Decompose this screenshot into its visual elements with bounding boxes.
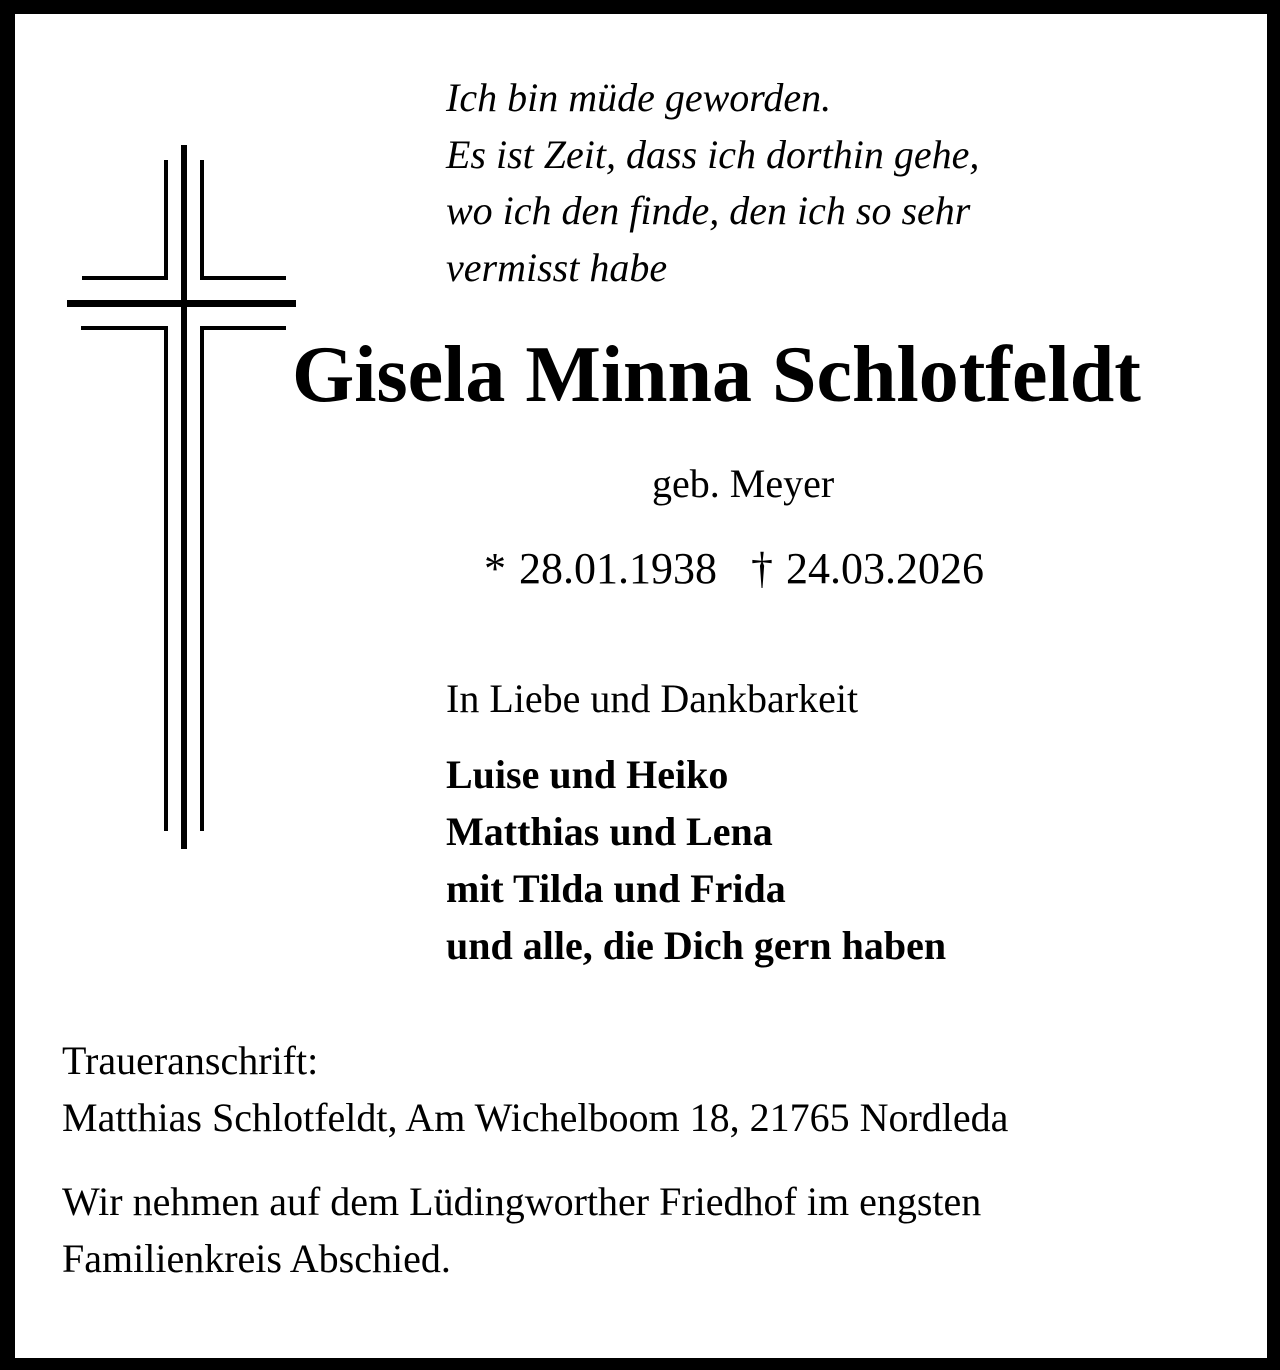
note-line: Familienkreis Abschied. xyxy=(62,1236,451,1281)
poem-line: Es ist Zeit, dass ich dorthin gehe, xyxy=(446,131,980,177)
poem xyxy=(446,70,979,296)
mourning-address xyxy=(62,1032,1008,1146)
address-label: Traueranschrift: xyxy=(62,1038,319,1083)
death-date: † 24.03.2026 xyxy=(751,544,984,593)
mourner: Luise und Heiko xyxy=(446,752,729,797)
mourner: und alle, die Dich gern haben xyxy=(446,923,947,968)
birth-name: geb. Meyer xyxy=(652,461,835,506)
note-line: Wir nehmen auf dem Lüdingworther Friedhof im engsten xyxy=(62,1179,982,1224)
poem-line: wo ich den finde, den ich so sehr xyxy=(446,188,971,233)
deceased-name: Gisela Minna Schlotfeldt xyxy=(292,331,1141,419)
address-value: Matthias Schlotfeldt, Am Wichelboom 18, 21765 Nordleda xyxy=(62,1095,1009,1140)
poem-line: vermisst habe xyxy=(446,244,668,290)
poem-line: Ich bin müde geworden. xyxy=(446,75,832,120)
mourners-list xyxy=(446,746,946,974)
funeral-note xyxy=(62,1173,981,1287)
mourner: Matthias und Lena xyxy=(446,809,773,854)
mourners-intro: In Liebe und Dankbarkeit xyxy=(446,676,859,721)
mourner: mit Tilda und Frida xyxy=(446,866,786,911)
life-dates xyxy=(484,543,984,594)
birth-date: * 28.01.1938 xyxy=(484,544,717,593)
